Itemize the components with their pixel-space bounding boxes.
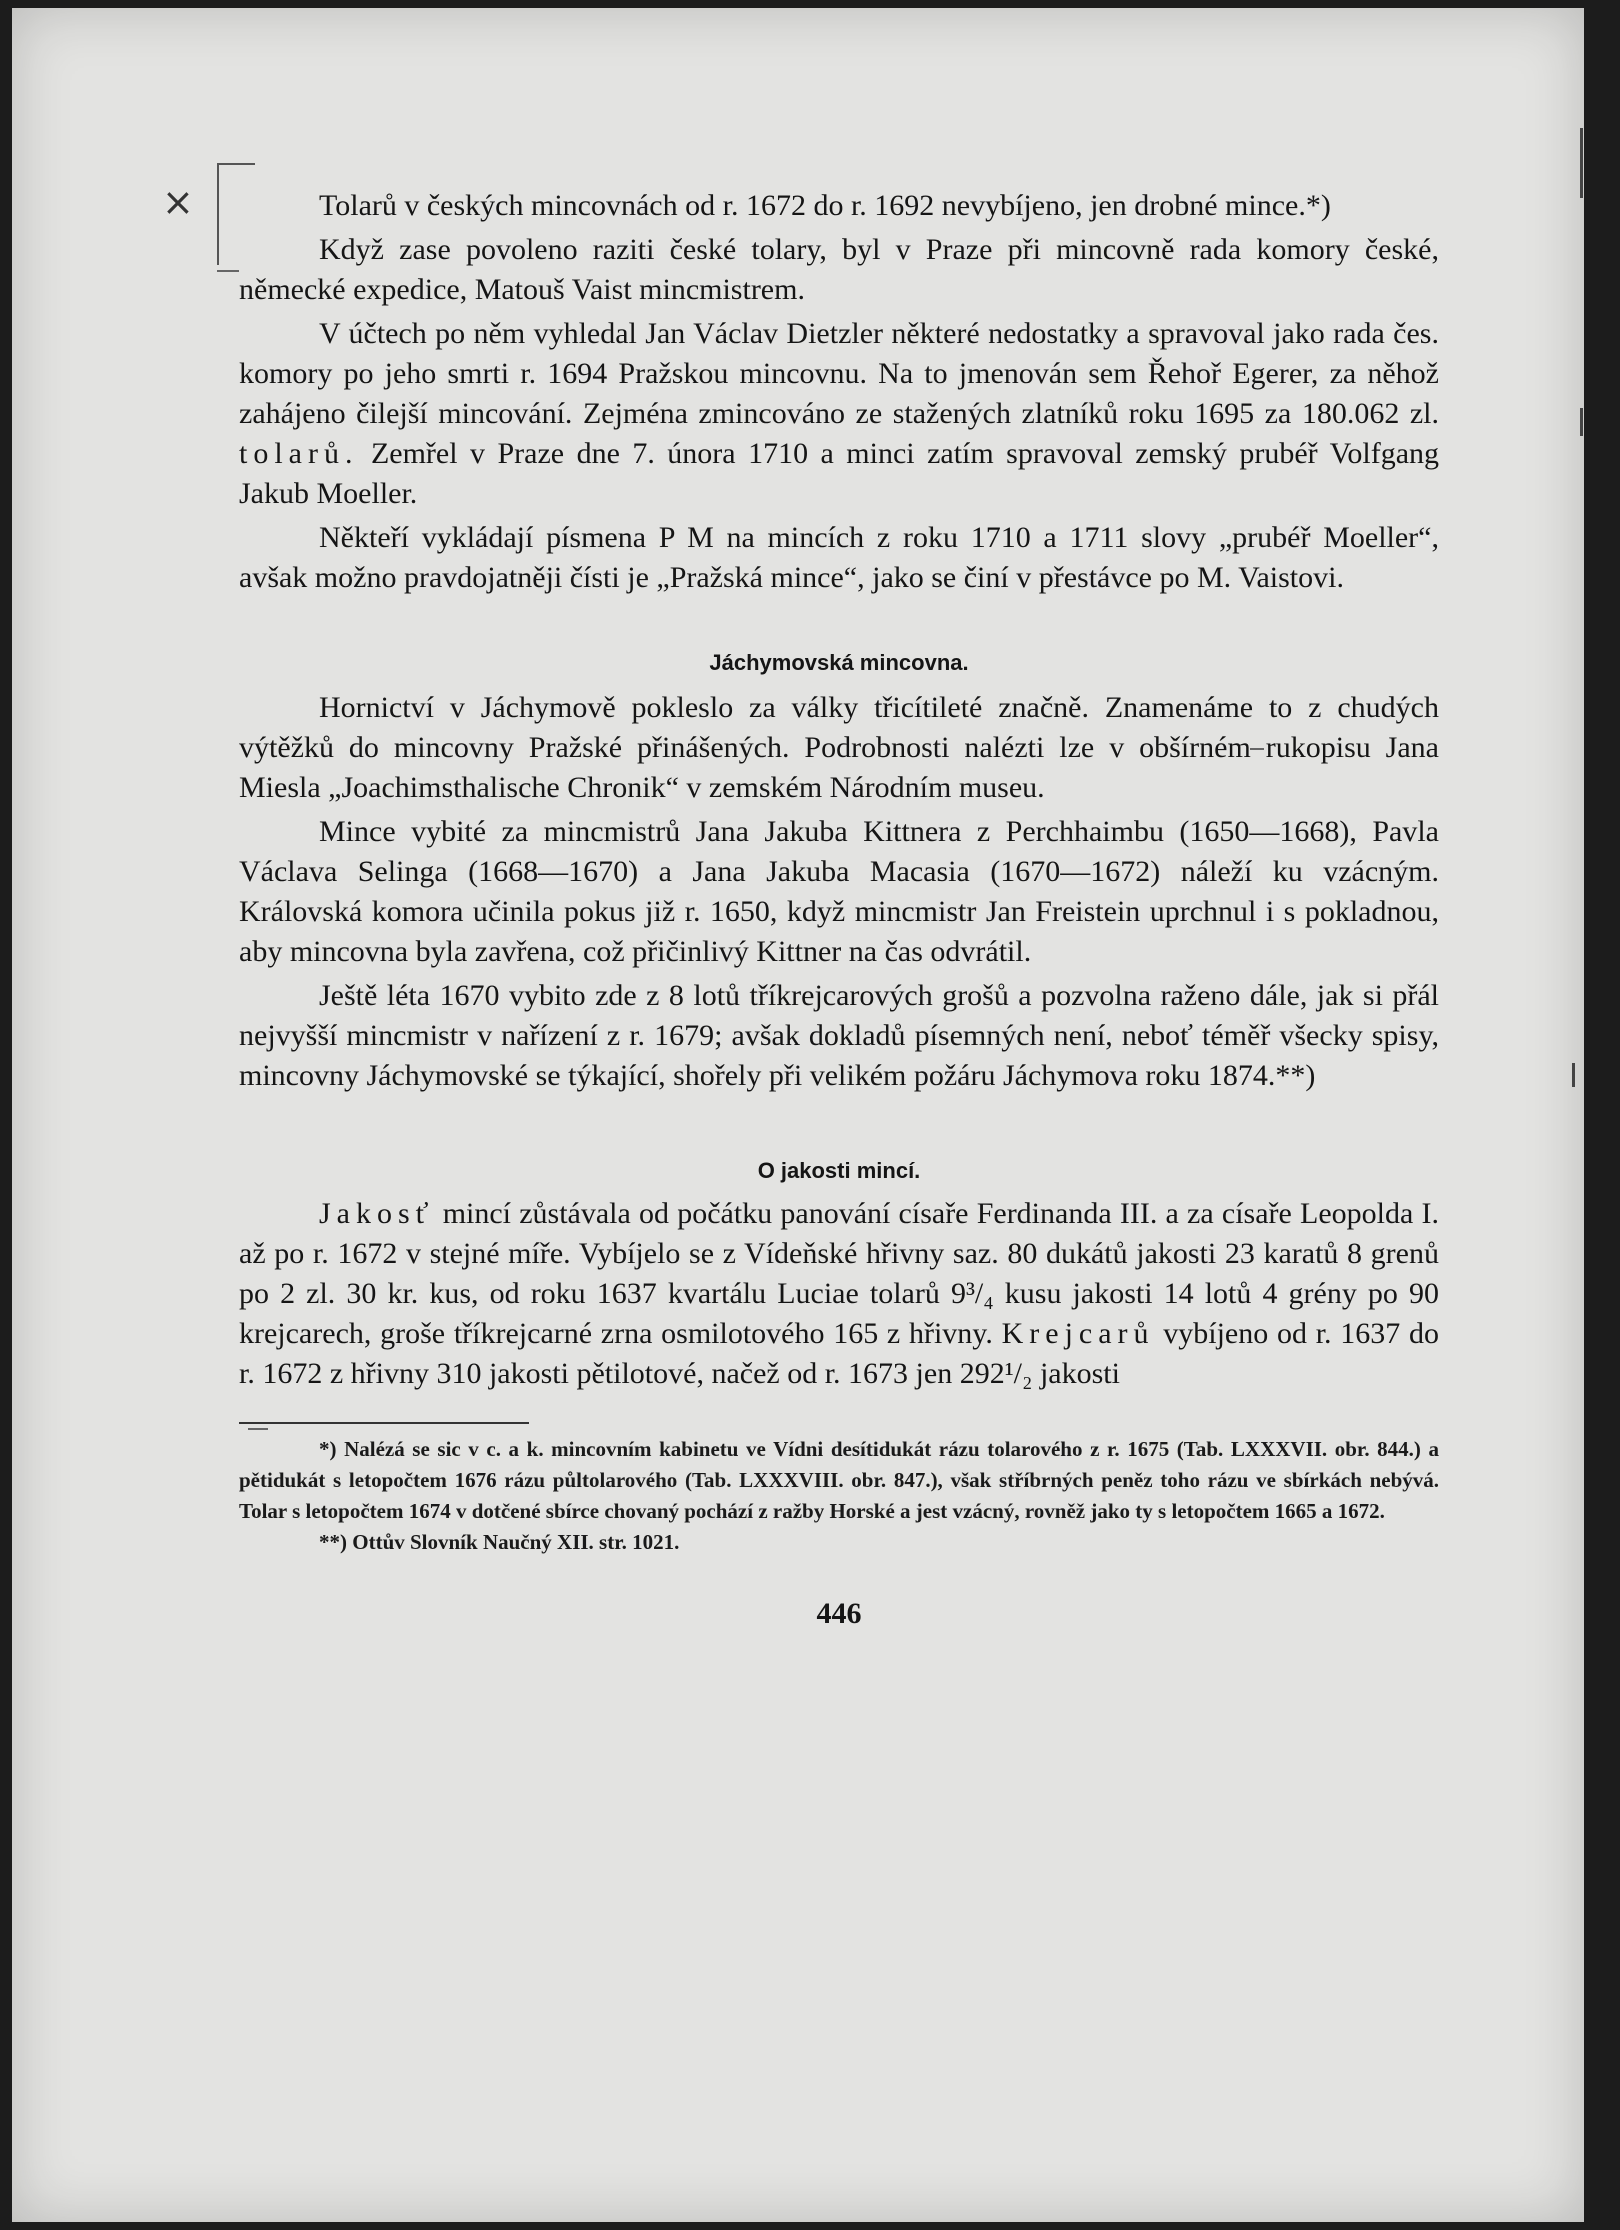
paragraph: Jakosť mincí zůstávala od počátku panování císaře Ferdinanda III. a za císaře Leopolda I. až po r. 1672 v stejné míře. Vybíjelo se z Vídeňské hřivny saz. 80 dukátů jakosti 23 karatů 8 grenů po 2 zl. 30 kr. kus, od roku 1637 kvartálu Luciae tolarů 9³/₄ kusu jakosti 14 lotů 4 grény po 90 krejcarech, groše tříkrejcarné zrna osmilotového 165 z hřivny. Krejcarů vybíjeno od r. 1637 do r. 1672 z hřivny 310 jakosti pětilotové, načež od r. 1673 jen 292¹/₂ jakosti: [239, 1197, 1440, 1390]
section-heading: Jáchymovská mincovna.: [709, 650, 969, 675]
footnote: **) Ottův Slovník Naučný XII. str. 1021.: [319, 1530, 680, 1554]
margin-cross-mark: ×: [162, 180, 194, 224]
section-heading: O jakosti mincí.: [757, 1158, 921, 1183]
footnotes: [239, 1434, 1439, 1558]
paragraph: Mince vybité za mincmistrů Jana Jakuba Kittnera z Perchhaimbu (1650—1668), Pavla Václava Selinga (1668—1670) a Jana Jakuba Macasia (1670—1672) náleží ku vzácným. Královská komora učinila pokus již r. 1650, když mincmistr Jan Freistein uprchnul i s pokladnou, aby mincovna byla zavřena, což přičinlivý Kittner na čas odvrátil.: [239, 815, 1439, 968]
right-edge-mark: [1580, 128, 1583, 198]
spaced-word: Krejcarů: [1001, 1317, 1155, 1350]
right-edge-mark: [1572, 1063, 1575, 1087]
margin-dash: [217, 270, 239, 272]
spaced-word: tolarů.: [239, 437, 359, 470]
paragraph: Tolarů v českých mincovnách od r. 1672 do r. 1692 nevybíjeno, jen drobné mince.*): [319, 189, 1331, 222]
paragraph: Ještě léta 1670 vybito zde z 8 lotů tříkrejcarových grošů a pozvolna raženo dále, jak si přál nejvyšší mincmistr v nařízení z r. 1679; avšak dokladů písemných není, neboť téměř všecky spisy, mincovny Jáchymovské se týkající, shořely při velikém požáru Jáchymova roku 1874.**): [239, 979, 1439, 1092]
paragraph: Když zase povoleno raziti české tolary, byl v Praze při mincovně rada komory české, německé expedice, Matouš Vaist mincmistrem.: [239, 233, 1439, 306]
paragraph: Někteří vykládají písmena P M na mincích z roku 1710 a 1711 slovy „prubéř Moeller“, avšak možno pravdojatněji čísti je „Pražská mince“, jako se činí v přestávce po M. Vaistovi.: [239, 521, 1439, 594]
right-edge-mark: [1580, 408, 1583, 436]
paragraph: Hornictví v Jáchymově pokleslo za války třicítileté značně. Znamenáme to z chudých výtěžků do mincovny Pražské přinášených. Podrobnosti nalézti lze v obšírném rukopisu Jana Miesla „Joachimsthalische Chronik“ v zemském Národním museu.: [239, 691, 1439, 804]
paragraph: V účtech po něm vyhledal Jan Václav Dietzler některé nedostatky a spravoval jako rada čes. komory po jeho smrti r. 1694 Pražskou mincovnu. Na to jmenován sem Řehoř Egerer, za něhož zahájeno čilejší mincování. Zejména zmincováno ze stažených zlatníků roku 1695 za 180.062 zl. tolarů. Zemřel v Praze dne 7. února 1710 a minci zatím spravoval zemský prubéř Volfgang Jakub Moeller.: [239, 317, 1440, 510]
page-body: [239, 186, 1439, 1634]
footnote: *) Nalézá se sic v c. a k. mincovním kabinetu ve Vídni desítidukát rázu tolarového z r. 1675 (Tab. LXXXVII. obr. 844.) a pětidukát s letopočtem 1676 rázu půltolarového (Tab. LXXXVIII. obr. 847.), však stříbrných peněz toho rázu ve sbírkách nebývá. Tolar s letopočtem 1674 v dotčené sbírce chovaný pochází z ražby Horské a jest vzácný, rovněž jako ty s letopočtem 1665 a 1672.: [239, 1437, 1439, 1523]
scanned-page: [12, 8, 1584, 2222]
spaced-word: Jakosť: [319, 1197, 435, 1230]
footnote-rule: [239, 1422, 529, 1424]
page-number: 446: [816, 1597, 862, 1630]
